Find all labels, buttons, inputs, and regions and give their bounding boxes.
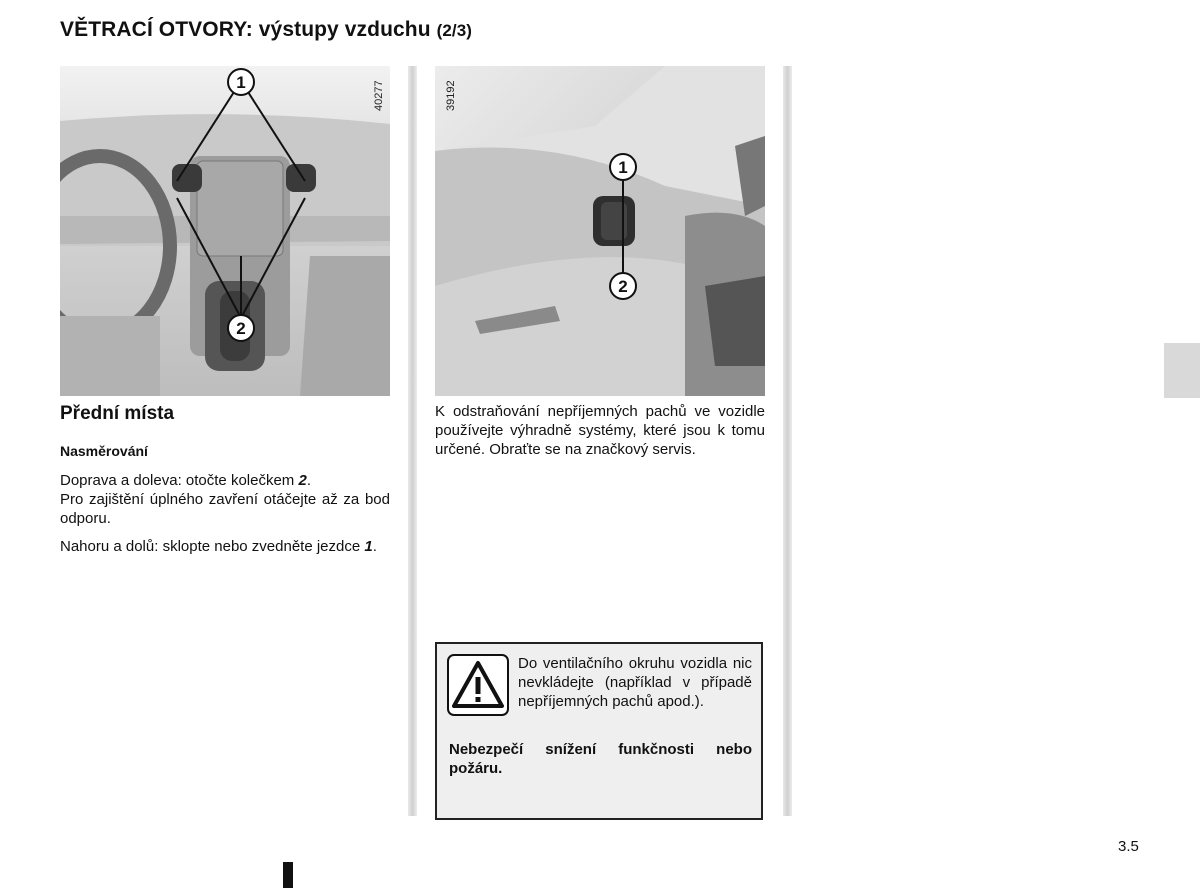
reference-number: 2: [298, 472, 307, 489]
page-title: VĚTRACÍ OTVORY: výstupy vzduchu (2/3): [60, 18, 473, 41]
paragraph-up-down: Nahoru a dolů: sklopte nebo zvedněte jezdce 1.: [60, 538, 377, 555]
column-divider: [408, 66, 417, 816]
chapter-tab: [1164, 343, 1200, 398]
passenger-vent-illustration: [435, 66, 765, 396]
passenger-vent-figure: [435, 66, 765, 396]
warning-bold-text: Nebezpečí snížení funkčnosti nebo požáru.: [449, 741, 752, 777]
paragraph-odors: K odstraňování nepříjemných pachů ve vozidle používejte výhradně systémy, které jsou k tomu určené. Obraťte se na značkový servis.: [435, 403, 765, 458]
photo-number: 39192: [445, 80, 457, 111]
callout-1-label: 1: [618, 158, 628, 177]
reference-number: 1: [364, 538, 373, 555]
dashboard-illustration: [60, 66, 390, 396]
column-divider: [783, 66, 792, 816]
print-mark: [283, 862, 293, 888]
warning-box: [435, 642, 763, 820]
section-heading: Přední místa: [60, 403, 175, 424]
dashboard-figure: [60, 66, 390, 396]
callout-2-label: 2: [618, 277, 628, 296]
warning-text: Do ventilačního okruhu vozidla nic nevkládejte (například v případě nepříjemných pachů apod.).: [518, 655, 752, 710]
warning-triangle-icon: [447, 654, 509, 716]
photo-number: 40277: [373, 80, 385, 111]
callout-2-label: 2: [236, 319, 246, 338]
subsection-heading: Nasměrování: [60, 443, 148, 459]
page-number: 3.5: [1118, 838, 1139, 855]
paragraph-direction: Doprava a doleva: otočte kolečkem 2. Pro zajištění úplného zavření otáčejte až za bod odporu.: [60, 472, 390, 527]
callout-1-label: 1: [236, 73, 246, 92]
